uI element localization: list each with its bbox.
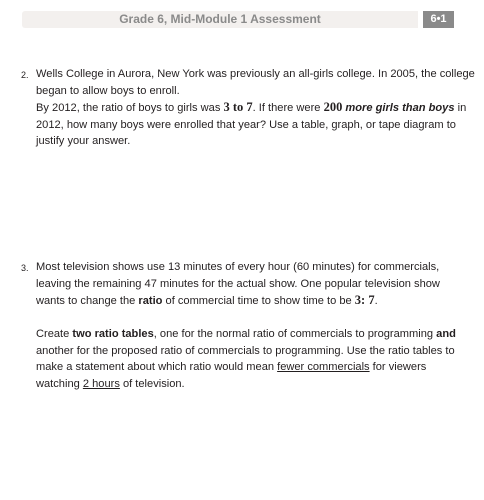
ratio-3-to-7: 3 to 7 [223, 100, 253, 114]
problem-3-line-5: another for the proposed ratio of commercials to programming. Use the ratio tables to [36, 344, 455, 357]
problem-3-line-3-c: . [374, 295, 378, 307]
problem-3-line-4-a: Create [36, 328, 73, 340]
problem-3-line-2: leaving the remaining 47 minutes for the actual show. One popular television show [36, 277, 440, 290]
problem-3-text [36, 259, 456, 392]
problem-2-line-3-b: . If there were [252, 102, 324, 114]
and-emphasis: and [436, 328, 456, 340]
problem-3-line-3 [36, 292, 456, 310]
problem-2-number: 2. [21, 70, 29, 80]
problem-3-line-6 [36, 359, 456, 376]
ratio-3-7: 3: 7 [354, 293, 375, 307]
more-girls-than-boys: more girls than boys [342, 102, 455, 114]
problem-3-line-1: Most television shows use 13 minutes of every hour (60 minutes) for commercials, [36, 261, 440, 273]
problem-3-line-6-a: make a statement about which ratio would mean [36, 361, 278, 373]
problem-3-line-4-b: , one for the normal ratio of commercials to programming [153, 328, 437, 340]
problem-2-text [36, 66, 475, 150]
problem-3-line-7-b: of television. [119, 377, 185, 390]
problem-3-line-3-a: wants to change the [36, 295, 139, 307]
problem-3-line-6-b: for viewers [369, 361, 427, 373]
paragraph-gap [36, 310, 456, 327]
problem-3-line-4 [36, 326, 456, 343]
problem-3-line-7 [36, 376, 456, 393]
problem-2-line-3 [36, 99, 475, 117]
ratio-word: ratio [138, 295, 163, 307]
problem-2-line-3-c: in [454, 102, 467, 114]
problem-3-line-3-b: of commercial time to show time to be [162, 295, 355, 307]
problem-2-line-1: Wells College in Aurora, New York was previously an all-girls college. In 2005, the college [36, 68, 475, 80]
module-badge: 6•1 [423, 11, 454, 28]
problem-2 [21, 66, 475, 150]
problem-3 [21, 259, 456, 392]
fewer-commercials: fewer commercials [277, 361, 370, 373]
problem-3-number: 3. [21, 263, 29, 273]
girls-difference-count: 200 [323, 100, 343, 114]
two-hours: 2 hours [82, 377, 120, 390]
problem-2-line-2: began to allow boys to enroll. [36, 84, 180, 97]
header-title: Grade 6, Mid-Module 1 Assessment [22, 11, 418, 28]
problem-2-line-5: justify your answer. [36, 135, 131, 147]
two-ratio-tables: two ratio tables [72, 328, 154, 340]
problem-2-line-3-a: By 2012, the ratio of boys to girls was [36, 102, 224, 114]
problem-3-line-7-a: watching [36, 377, 83, 390]
problem-2-line-4: 2012, how many boys were enrolled that year? Use a table, graph, or tape diagram to [36, 118, 456, 131]
